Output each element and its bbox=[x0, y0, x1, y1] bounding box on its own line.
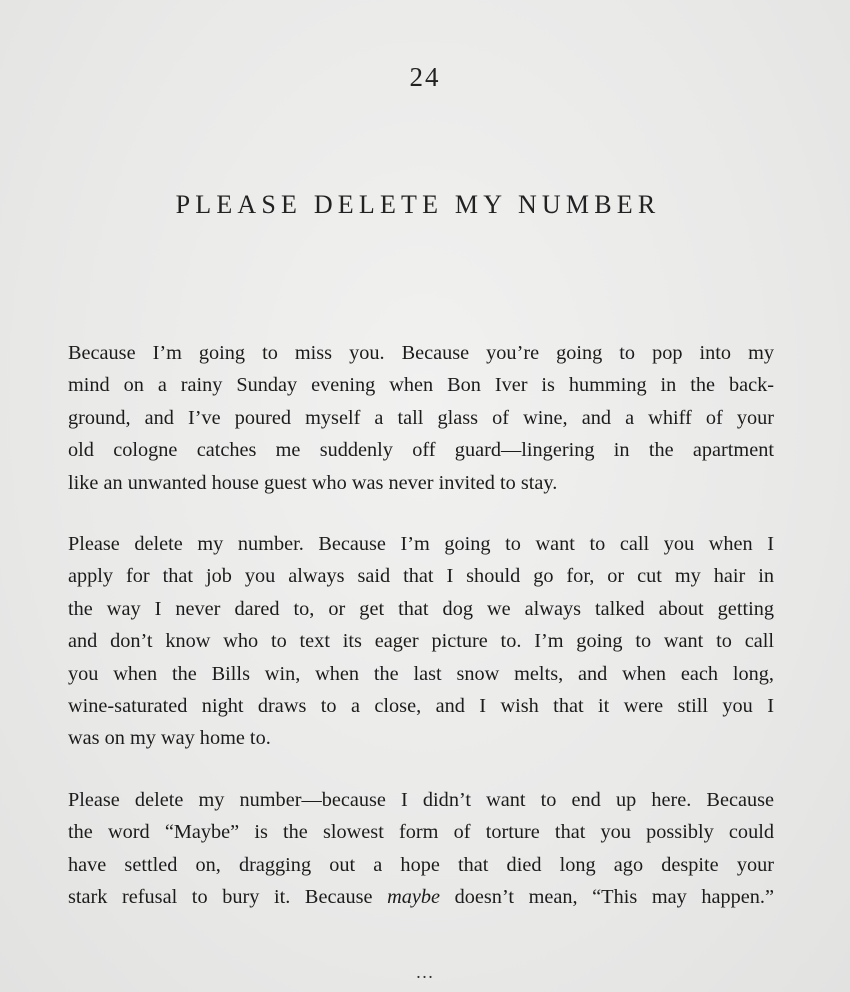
text-line: Please delete my number. Because I’m going to want to call you when I bbox=[68, 533, 774, 556]
text-line: you when the Bills win, when the last snow melts, and when each long, bbox=[68, 662, 774, 685]
text-segment: stark refusal to bury it. Because bbox=[68, 886, 388, 909]
text-line: wine-saturated night draws to a close, and I wish that it were still you I bbox=[68, 695, 774, 718]
paragraph-1 bbox=[68, 337, 774, 499]
continuation-ellipsis: … bbox=[415, 962, 435, 982]
text-line: Please delete my number—because I didn’t want to end up here. Because bbox=[68, 788, 774, 811]
chapter-title: PLEASE DELETE MY NUMBER bbox=[175, 190, 661, 219]
text-line: like an unwanted house guest who was never invited to stay. bbox=[68, 471, 558, 494]
text-line: old cologne catches me suddenly off guard—lingering in the apartment bbox=[68, 439, 774, 462]
text-line: and don’t know who to text its eager picture to. I’m going to want to call bbox=[68, 630, 774, 653]
text-line: the way I never dared to, or get that dog we always talked about getting bbox=[68, 597, 774, 620]
text-line: was on my way home to. bbox=[68, 727, 271, 750]
text-line: mind on a rainy Sunday evening when Bon Iver is humming in the back- bbox=[68, 374, 774, 397]
text-line bbox=[68, 881, 774, 913]
text-line: the word “Maybe” is the slowest form of torture that you possibly could bbox=[68, 821, 774, 844]
chapter-body bbox=[68, 337, 774, 943]
text-line: have settled on, dragging out a hope that died long ago despite your bbox=[68, 853, 774, 876]
text-line: ground, and I’ve poured myself a tall glass of wine, and a whiff of your bbox=[68, 406, 774, 429]
chapter-number: 24 bbox=[409, 62, 441, 92]
text-segment: doesn’t mean, “This may happen.” bbox=[440, 886, 774, 909]
paragraph-3 bbox=[68, 784, 774, 914]
emphasized-word: maybe bbox=[387, 886, 441, 909]
text-line: Because I’m going to miss you. Because you’re going to pop into my bbox=[68, 342, 774, 364]
paragraph-2 bbox=[68, 528, 774, 755]
text-line: apply for that job you always said that I should go for, or cut my hair in bbox=[68, 565, 774, 588]
